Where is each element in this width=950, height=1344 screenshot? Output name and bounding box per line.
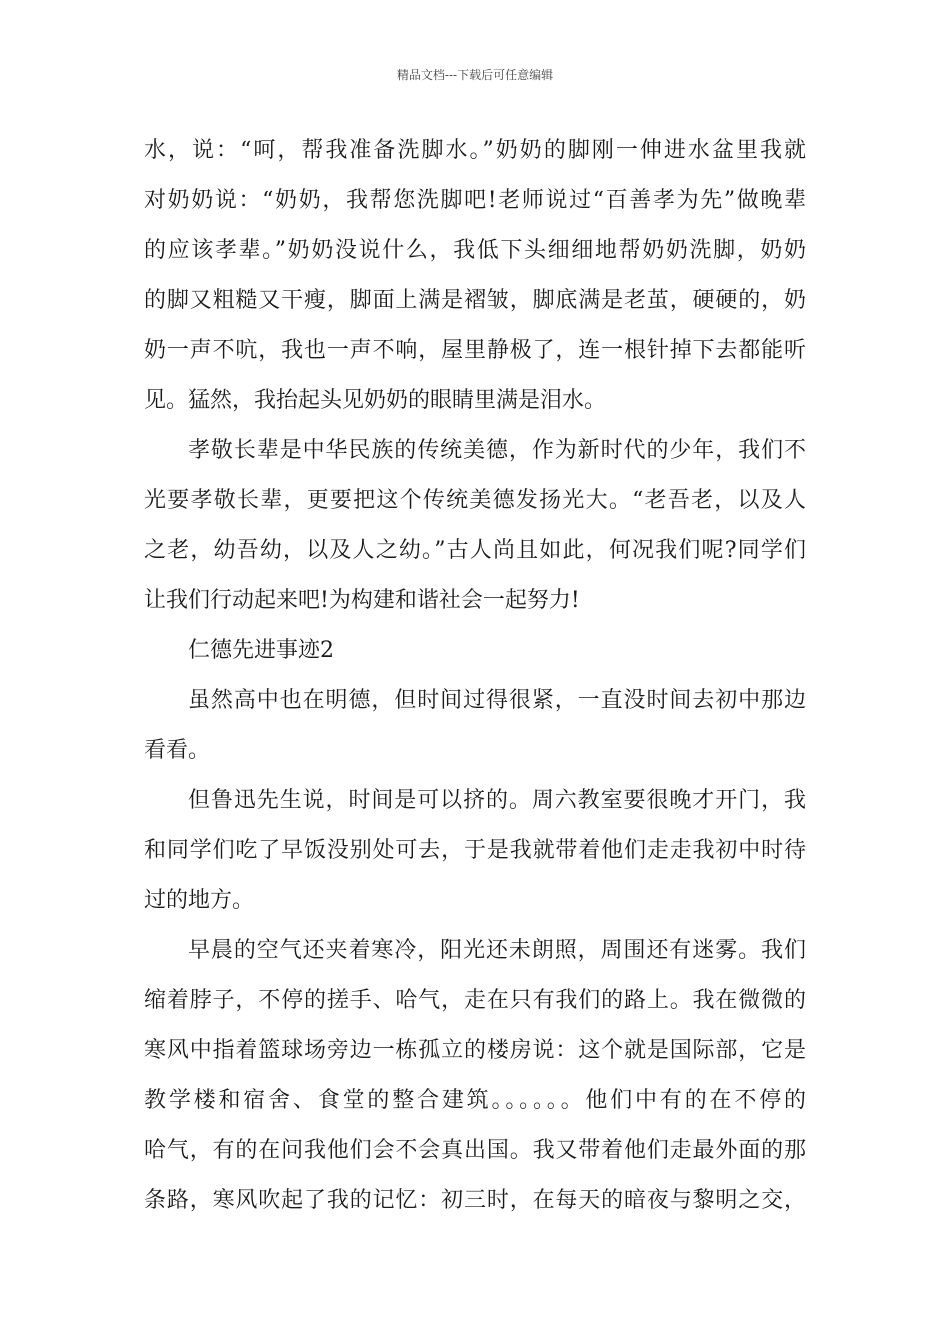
text-line: 虽然高中也在明德，但时间过得很紧，一直没时间去初中那边	[188, 688, 806, 713]
paragraph	[144, 126, 806, 426]
paragraph	[144, 676, 806, 776]
text-line: 让我们行动起来吧!为构建和谐社会一起努力!	[144, 588, 580, 613]
text-line: 教学楼和宿舍、食堂的整合建筑。。。。。。他们中有的在不停的	[144, 1088, 806, 1113]
text-line: 条路，寒风吹起了我的记忆：初三时，在每天的暗夜与黎明之交，	[144, 1188, 806, 1213]
paragraph	[144, 926, 806, 1226]
text-line: 缩着脖子，不停的搓手、哈气，走在只有我们的路上。我在微微的	[144, 988, 806, 1013]
document-body	[144, 126, 806, 1226]
text-line: 的应该孝辈。”奶奶没说什么，我低下头细细地帮奶奶洗脚，奶奶	[144, 238, 806, 263]
text-line: 仁德先进事迹2	[188, 638, 334, 663]
page-header: 精品文档---下载后可任意编辑	[396, 68, 554, 82]
text-line: 之老，幼吾幼，以及人之幼。”古人尚且如此，何况我们呢?同学们	[144, 538, 806, 563]
text-line: 哈气，有的在问我他们会不会真出国。我又带着他们走最外面的那	[144, 1138, 806, 1163]
text-line: 对奶奶说：“奶奶，我帮您洗脚吧!老师说过“百善孝为先”做晚辈	[144, 188, 806, 213]
text-line: 孝敬长辈是中华民族的传统美德，作为新时代的少年，我们不	[188, 438, 806, 463]
text-line: 早晨的空气还夹着寒冷，阳光还未朗照，周围还有迷雾。我们	[188, 938, 806, 963]
text-line: 寒风中指着篮球场旁边一栋孤立的楼房说：这个就是国际部，它是	[144, 1038, 806, 1063]
text-line: 水，说：“呵，帮我准备洗脚水。”奶奶的脚刚一伸进水盆里我就	[144, 138, 806, 163]
text-line: 看看。	[144, 738, 211, 763]
paragraph	[144, 426, 806, 626]
text-line: 奶一声不吭，我也一声不响，屋里静极了，连一根针掉下去都能听	[144, 338, 806, 363]
text-line: 和同学们吃了早饭没别处可去，于是我就带着他们走走我初中时待	[144, 838, 806, 863]
text-line: 的脚又粗糙又干瘦，脚面上满是褶皱，脚底满是老茧，硬硬的，奶	[144, 288, 806, 313]
section-heading	[144, 626, 806, 676]
text-line: 过的地方。	[144, 888, 255, 913]
text-line: 但鲁迅先生说，时间是可以挤的。周六教室要很晚才开门，我	[188, 788, 806, 813]
text-line: 见。猛然，我抬起头见奶奶的眼睛里满是泪水。	[144, 388, 607, 413]
paragraph	[144, 776, 806, 926]
text-line: 光要孝敬长辈，更要把这个传统美德发扬光大。“老吾老，以及人	[144, 488, 806, 513]
